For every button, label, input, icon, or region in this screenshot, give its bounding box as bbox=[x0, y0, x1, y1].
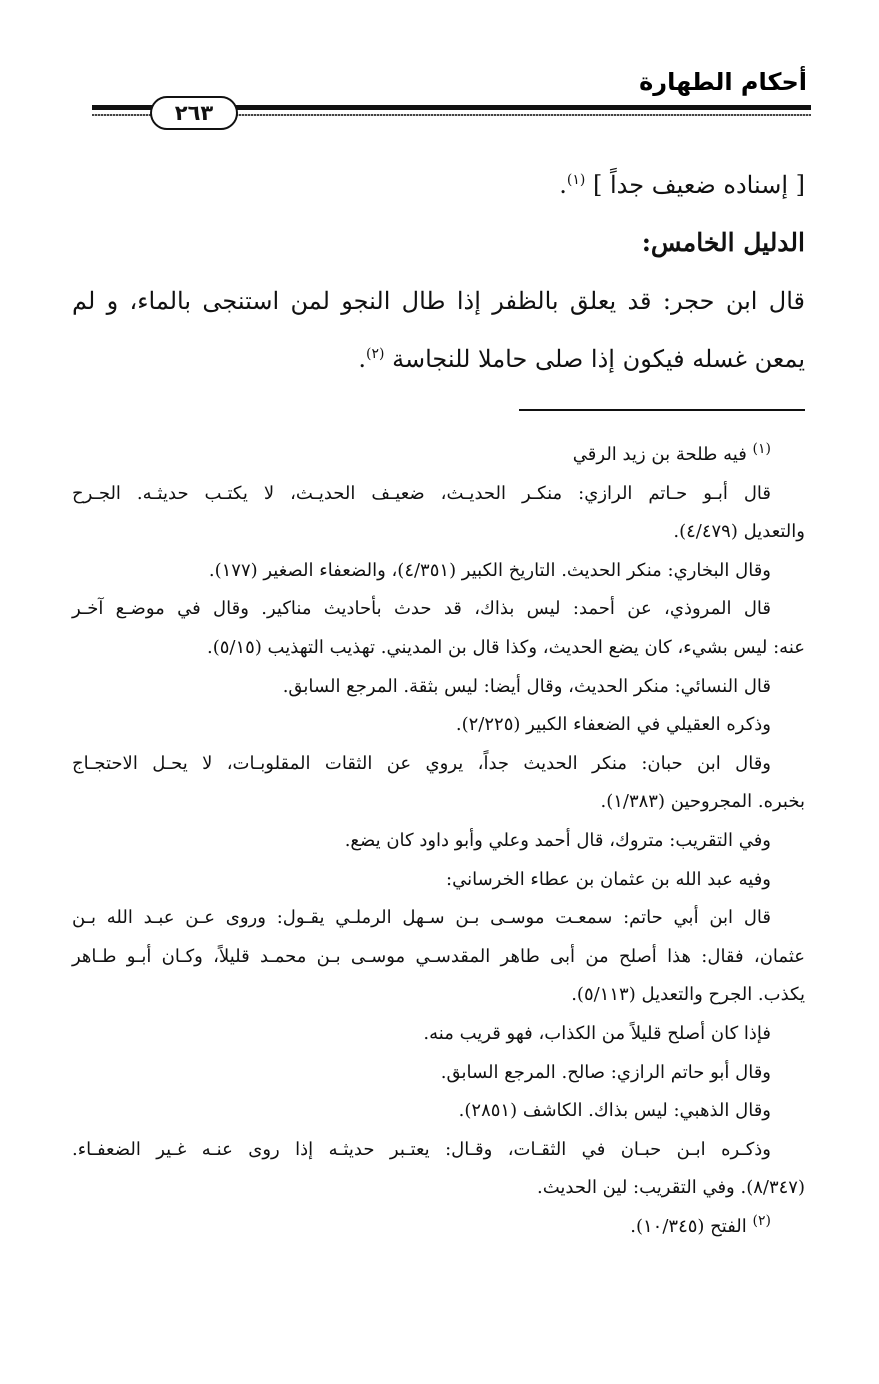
footnotes bbox=[72, 436, 805, 1246]
footnote-line: قال النسائي: منكر الحديث، وقال أيضا: ليس بثقة. المرجع السابق. bbox=[282, 675, 771, 697]
footnote-separator bbox=[519, 409, 805, 411]
footnote-line: يكذب. الجرح والتعديل (٥/١١٣). bbox=[571, 984, 805, 1006]
footnote-line: فإذا كان أصلح قليلاً من الكذاب، فهو قريب منه. bbox=[423, 1022, 771, 1044]
footnote-line: عثمان، فقال: هذا أصلح من أبى طاهر المقدسـي موسـى بـن محمـد قليلاً، وكـان أبـو طـاهر bbox=[72, 945, 805, 967]
running-header-title: أحكام الطهارة bbox=[639, 68, 807, 96]
footnote-line: (٨/٣٤٧). وفي التقريب: لين الحديث. bbox=[537, 1177, 805, 1199]
page-number-frame bbox=[150, 96, 238, 130]
section-heading: الدليل الخامس: bbox=[641, 228, 805, 257]
footnote-marker-1: (١) bbox=[752, 441, 771, 457]
page-number: ٢٦٣ bbox=[174, 100, 214, 125]
footnote-line: وقال البخاري: منكر الحديث. التاريخ الكبير (٤/٣٥١)، والضعفاء الصغير (١٧٧). bbox=[208, 559, 771, 581]
footnote-ref-1: (١) bbox=[566, 172, 586, 188]
footnote-line: وقال ابن حبان: منكر الحديث جداً، يروي عن الثقات المقلوبـات، لا يحـل الاحتجـاج bbox=[72, 752, 771, 774]
footnote-line: وقال الذهبي: ليس بذاك. الكاشف (٢٨٥١). bbox=[458, 1100, 771, 1122]
footnote-ref-2: (٢) bbox=[365, 346, 385, 362]
footnote-2: $^{(٢)}$ الفتح (١٠/٣٤٥). bbox=[630, 1212, 771, 1237]
paragraph-line: يمعن غسله فيكون إذا صلى حاملا للنجاسة $^{(٢)}$. bbox=[358, 345, 805, 373]
footnote-marker-2: (٢) bbox=[752, 1212, 771, 1229]
footnote-line: قال المروذي، عن أحمد: ليس بذاك، قد حدث بأحاديث مناكير. وقال في موضـع آخـر bbox=[72, 598, 771, 620]
footnote-line: وفيه عبد الله بن عثمان بن عطاء الخرساني: bbox=[446, 868, 771, 890]
footnote-1-lead: $^{(١)}$ فيه طلحة بن زيد الرقي bbox=[572, 441, 771, 465]
footnote-line: وقال أبو حاتم الرازي: صالح. المرجع السابق. bbox=[440, 1061, 771, 1083]
footnote-line: وذكره العقيلي في الضعفاء الكبير (٢/٢٢٥). bbox=[455, 714, 771, 736]
footnote-line: وفي التقريب: متروك، قال أحمد وعلي وأبو داود كان يضع. bbox=[344, 829, 771, 851]
footnote-line: قال ابن أبي حاتم: سمعـت موسـى بـن سـهل الرملـي يقـول: وروى عـن عبـد الله بـن bbox=[72, 907, 771, 929]
footnote-line: والتعديل (٤/٤٧٩). bbox=[673, 521, 805, 543]
paragraph-line: قال ابن حجر: قد يعلق بالظفر إذا طال النجو لمن استنجى بالماء، و لم bbox=[72, 287, 806, 315]
isnad-verdict: [ إسناده ضعيف جداً ] $^{(١)}$. bbox=[559, 171, 805, 199]
footnote-line: بخبره. المجروحين (١/٣٨٣). bbox=[600, 791, 805, 813]
footnote-line: وذكـره ابـن حبـان في الثقـات، وقـال: يعتـبر حديثـه إذا روى عنـه غـير الضعفـاء. bbox=[72, 1138, 771, 1160]
footnote-line: عنه: ليس بشيء، كان يضع الحديث، وكذا قال بن المديني. تهذيب التهذيب (٥/١٥). bbox=[206, 636, 805, 658]
main-text bbox=[72, 156, 805, 388]
footnote-line: قال أبـو حـاتم الرازي: منكـر الحديـث، ضعيـف الحديـث، لا يكتـب حديثـه. الجـرح bbox=[72, 482, 771, 504]
